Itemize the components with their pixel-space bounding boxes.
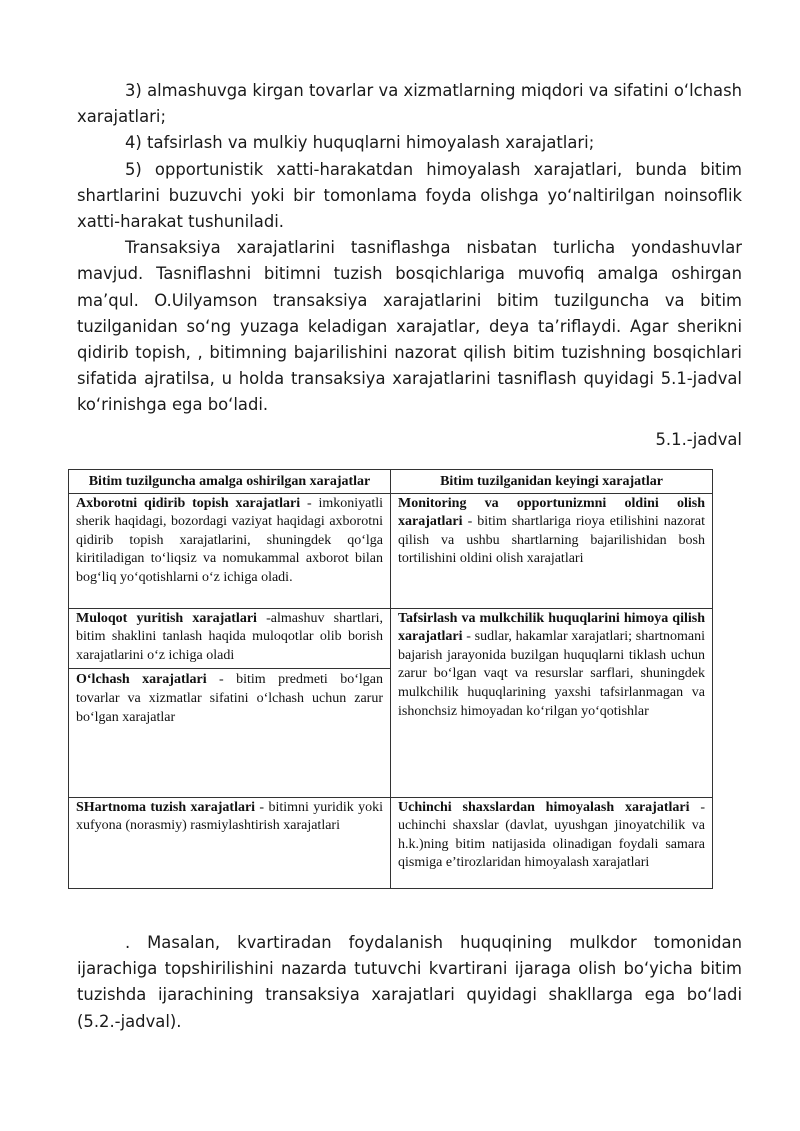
cell-description: - bitim predmeti bo‘lgan tovarlar va xizmatlar sifatini o‘lchash uchun zarur bo‘lgan xarajatlar [76,672,383,725]
header-before-deal: Bitim tuzilguncha amalga oshirilgan xarajatlar [69,470,391,494]
list-item-3: 3) almashuvga kirgan tovarlar va xizmatlarning miqdori va sifatini o‘lchash xarajatlari; [77,81,742,127]
classification-paragraph: Transaksiya xarajatlarini tasniflashga nisbatan turlicha yondashuvlar mavjud. Tasniflashni bitimni tuzish bosqichlariga muvofiq amalga oshirgan ma’qul. O.Uilyamson transaksiya xarajatlarini bitim tuzilguncha va bitim tuzilganidan so‘ng yuzaga keladigan xarajatlar, deya ta’riflaydi. Agar sherikni qidirib topish, , bitimning bajarilishini nazorat qilish bitim tuzishning bosqichlari sifatida ajratilsa, u holda transaksiya xarajatlarini tasniflash quyidagi 5.1-jadval ko‘rinishga ega bo‘ladi. [77,238,742,415]
list-item-5: 5) opportunistik xatti-harakatdan himoyalash xarajatlari, bunda bitim shartlarini buzuvchi yoki bir tomonlama foyda olishga yo‘naltirilgan noinsoflik xatti-harakat tushuniladi. [77,159,742,232]
table-caption: 5.1.-jadval [655,430,742,449]
cell-term: Axborotni qidirib topish xarajatlari [76,495,301,511]
table-row [69,797,713,888]
table-cell [69,608,391,797]
table-cell [391,608,713,797]
cell-description: - sudlar, hakamlar xarajatlari; shartnomani bajarish jarayonida buzilgan huquqlarni tiklash uchun zarur bo‘lgan vaqt va resurslar sarflari, shuningdek mulkchilik huquqlarining yaxshi tafsirlanmagan va ishonchsiz himoyadan ko‘rilgan yo‘qotishlar [398,629,705,719]
example-paragraph: . Masalan, kvartiradan foydalanish huquqining mulkdor tomonidan ijarachiga topshirilishini nazarda tutuvchi kvartirani ijaraga olish bo‘yicha bitim tuzishda ijarachining transaksiya xarajatlari quyidagi shakllarga ega bo‘ladi (5.2.-jadval). [77,933,742,1031]
cell-term: Uchinchi shaxslardan himoyalash xarajatlari [398,799,690,815]
table-row [69,493,713,608]
cell-term: O‘lchash xarajatlari [76,672,207,688]
cell-part-negotiation [76,610,383,669]
table-row [69,608,713,797]
cell-description: - bitimni yuridik yoki xufyona (norasmiy) rasmiylashtirish xarajatlari [76,799,383,834]
table-cell [69,493,391,608]
cell-term: Monitoring va opportunizmni oldini olish xarajatlari [398,495,705,530]
table-cell [391,493,713,608]
header-after-deal: Bitim tuzilganidan keyingi xarajatlar [391,470,713,494]
cell-term: Muloqot yuritish xarajatlari [76,610,257,626]
body-text-bottom [77,930,742,1035]
cell-description: - uchinchi shaxslar (davlat, uyushgan jinoyatchilik va h.k.)ning bitim natijasida olinadigan foydali samara qismiga e’tirozlaridan himoyalash xarajatlari [398,799,705,871]
list-item-4: 4) tafsirlash va mulkiy huquqlarni himoyalash xarajatlari; [125,133,595,153]
body-text-top [77,78,742,419]
cell-term: Tafsirlash va mulkchilik huquqlarini himoya qilish xarajatlari [398,610,705,645]
cell-term: SHartnoma tuzish xarajatlari [76,799,256,815]
table-header-row [69,470,713,494]
table-cell [391,797,713,888]
table-cell [69,797,391,888]
cell-description: - bitim shartlariga rioya etilishini nazorat qilish va ushbu shartlarning bajarilishidan bosh tortilishini oldini olish xarajatlari [398,514,705,567]
cell-description: -almashuv shartlari, bitim shaklini tanlash haqida muloqotlar olib borish xarajatlarini o‘z ichiga oladi [76,610,384,663]
cell-description: - imkoniyatli sherik haqidagi, bozordagi vaziyat haqidagi axborotni qidirib topish xarajatlarini, shuningdek qo‘lga kiritiladigan to‘liqsiz va nomukammal axborot bilan bog‘liq yo‘qotishlarni o‘z ichiga oladi. [76,495,384,585]
transaction-costs-table [68,469,713,889]
cell-part-measurement [69,668,390,727]
